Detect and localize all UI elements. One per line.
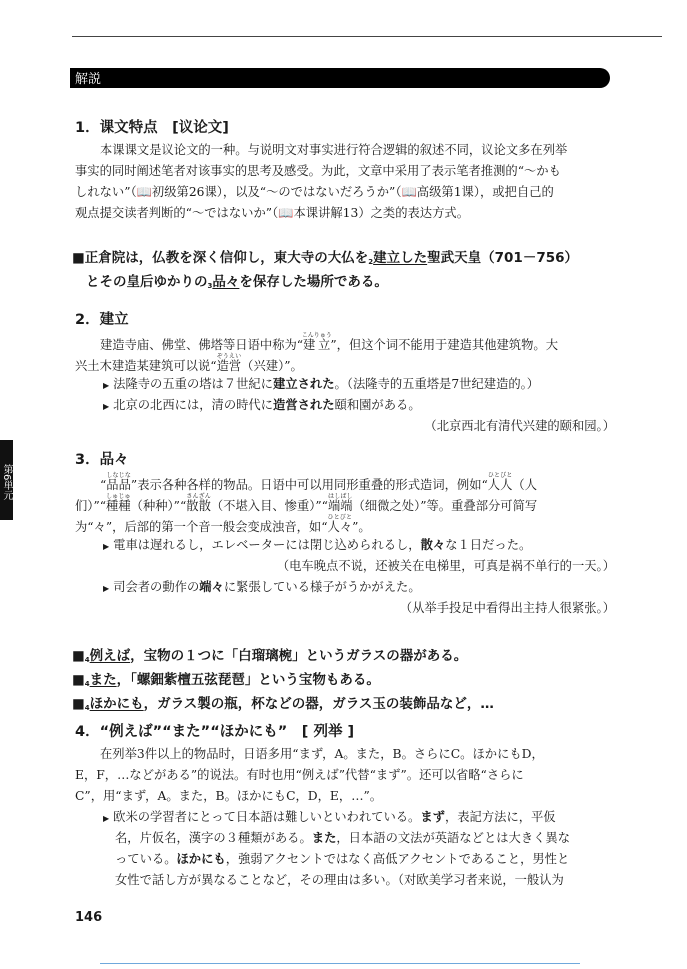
ruby-term: 散散さんざん <box>186 493 211 513</box>
section-1-title: 1．课文特点 [议论文] <box>75 120 229 136</box>
example-line: 女性で話し方が異なることなど，その理由は多い。（对欧美学习者来说，一般认为 <box>115 873 564 887</box>
text: ”，但这个词不能用于建造其他建筑物。大 <box>330 338 558 352</box>
ruby-term: 建立こんりゅう <box>301 332 332 352</box>
quote-text: ■正倉院は，仏教を深く信仰し，東大寺の大仏を <box>72 250 369 266</box>
paragraph-line: E，F，…などがある”的说法。有时也用“例えば”代替“まず”。还可以省略“さらに <box>75 768 524 782</box>
underlined-term: 建立した <box>373 250 428 266</box>
bullet-triangle-icon: ▶ <box>103 542 110 551</box>
ruby-term: 人人ひとびと <box>487 472 513 492</box>
ruby-term: 種種しゅじゅ <box>106 493 131 513</box>
section-4 <box>75 720 615 891</box>
example-line: 名，片仮名，漢字の３種類がある。また，日本語の文法が英語などとは大きく異な <box>115 831 571 845</box>
note-number: 2 <box>368 258 374 266</box>
page-number: 146 <box>75 910 103 925</box>
unit-side-tab: 第6単元 <box>0 440 13 520</box>
text: 建造寺庙、佛堂、佛塔等日语中称为“ <box>100 338 304 352</box>
section-1 <box>75 116 615 224</box>
note-number: 3 <box>207 282 213 290</box>
section-4-title: 4．“例えば”“また”“ほかにも” [ 列举 ] <box>75 724 355 740</box>
example-line: っている。ほかにも，強弱アクセントではなく高低アクセントであること，男性と <box>115 852 570 866</box>
section-3: 3．品々 “品品しなじな”表示各种各样的物品。日语中可以用同形重叠的形式造词，例如“人人ひとびと（人 们）”“種種しゅじゅ（种种）”“散散さんざん（不堪入目、惨重）”“端端はしばし（细微之处）”等。重叠部分可简写 为“々”，后部的第一个音一般会变成浊音，如“人々ひとびと”。 ▶ 電車は遅れるし，エレベーターには閉じ込められるし，散々な１日だった。 （电车晚点不说，还被关在电梯里，可真是祸不单行的一天。） ▶ 司会者の動作の端々に緊張している様子がうかがえた。 （从举手投足中看得出主持人很紧张。） <box>75 448 615 619</box>
section-3-title: 3．品々 <box>75 452 129 468</box>
bullet-triangle-icon: ▶ <box>103 814 110 823</box>
quote-1 <box>72 246 612 294</box>
quote-2: $■_4$例えば，宝物の１つに「白瑠璃椀」というガラスの器がある。 $■_4$また，「螺鈿紫檀五弦琵琶」という宝物もある。 $■_4$ほかにも，ガラス製の瓶，杯などの器，ガラス玉の装飾品など，… <box>72 648 494 712</box>
quote-text: とその皇后ゆかりの <box>86 274 208 290</box>
ruby-term: 端端はしばし <box>327 493 353 513</box>
quote-text: を保存した場所である。 <box>239 274 388 290</box>
underlined-term: 例えば <box>89 648 131 664</box>
bottom-rule <box>100 963 580 964</box>
example: ▶ 電車は遅れるし，エレベーターには閉じ込められるし，散々な１日だった。 <box>103 538 532 552</box>
quote-text: 聖武天皇（701－756） <box>427 250 579 266</box>
translation: （北京西北有清代兴建的颐和园。） <box>424 419 615 433</box>
section-2-title: 2．建立 <box>75 312 129 328</box>
underlined-term: ほかにも <box>89 696 144 712</box>
bullet-triangle-icon: ▶ <box>103 381 110 390</box>
example: ▶ 法隆寺の五重の塔は７世紀に建立された。（法隆寺的五重塔是7世纪建造的。） <box>103 377 540 391</box>
paragraph-line: 本课课文是议论文的一种。与说明文对事实进行符合逻辑的叙述不同，议论文多在列举 <box>100 143 568 157</box>
example: ▶ 司会者の動作の端々に緊張している様子がうかがえた。 <box>103 580 421 594</box>
section-2 <box>75 308 615 437</box>
example: ▶ 欧米の学習者にとって日本語は難しいといわれている。まず，表記方法に，平仮 <box>103 810 556 824</box>
paragraph-line: しれない”（📖初级第26课），以及“～のではないだろうか”（📖高级第1课），或把自己的 <box>75 185 554 199</box>
section-header-bar <box>70 68 610 88</box>
bullet-triangle-icon: ▶ <box>103 584 110 593</box>
paragraph-line: C”，用“まず，A。また，B。ほかにもC，D，E，…”。 <box>75 789 383 803</box>
ruby-term: 造営ぞうえい <box>216 353 242 373</box>
paragraph-line: 观点提交读者判断的“～ではないか”（📖本课讲解13）之类的表达方式。 <box>75 206 469 220</box>
underlined-term: 品々 <box>212 274 240 290</box>
section-label: 解説 <box>75 72 102 87</box>
top-rule <box>72 36 662 37</box>
text: （兴建）”。 <box>241 359 303 373</box>
example: ▶ 北京の北西には，清の時代に造営された頤和園がある。 <box>103 398 421 412</box>
translation: （从举手投足中看得出主持人很紧张。） <box>399 601 615 615</box>
ruby-term: 人々ひとびと <box>327 514 353 534</box>
text: 兴土木建造某建筑可以说“ <box>75 359 217 373</box>
paragraph-line: 事实的同时阐述笔者对该事实的思考及感受。为此，文章中采用了表示笔者推测的“～かも <box>75 164 561 178</box>
underlined-term: また <box>89 672 117 688</box>
ruby-term: 品品しなじな <box>106 472 131 492</box>
translation: （电车晚点不说，还被关在电梯里，可真是祸不单行的一天。） <box>276 559 615 573</box>
bullet-triangle-icon: ▶ <box>103 402 110 411</box>
paragraph-line: 在列举3件以上的物品时，日语多用“まず，A。また，B。さらにC。ほかにもD， <box>100 747 544 761</box>
